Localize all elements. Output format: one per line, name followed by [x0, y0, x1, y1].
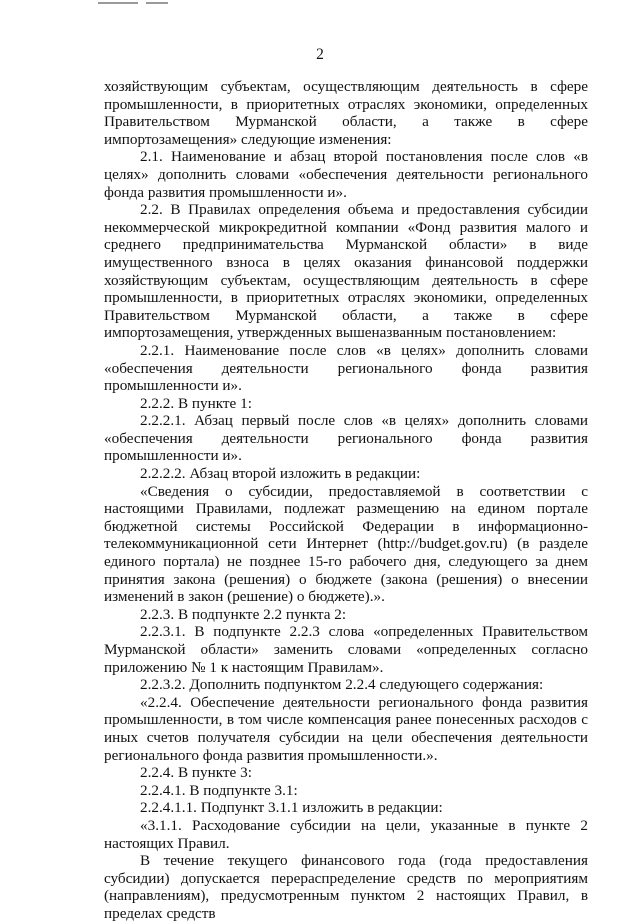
- paragraph-2-2-4-1-1: 2.2.4.1.1. Подпункт 3.1.1 изложить в редакции:: [140, 799, 443, 817]
- paragraph-2-2-4: 2.2.4. В пункте 3:: [140, 764, 252, 782]
- paragraph-redistribution: В течение текущего финансового года (года предоставления субсидии) допускается перераспределение средств по мероприятиям (направлениям), предусмотренным пунктом 2 настоящих Правил, в пределах средств: [104, 852, 588, 922]
- paragraph-2-2-2-2: 2.2.2.2. Абзац второй изложить в редакции:: [140, 465, 421, 483]
- paragraph-2-2-2-1: 2.2.2.1. Абзац первый после слов «в целях» дополнить словами «обеспечения деятельности регионального фонда развития промышленности и».: [104, 412, 588, 465]
- scan-mark-right: [146, 2, 168, 4]
- scan-mark-left: [98, 2, 138, 4]
- paragraph-2-2-1: 2.2.1. Наименование после слов «в целях» дополнить словами «обеспечения деятельности регионального фонда развития промышленности и».: [104, 341, 588, 395]
- page-number: 2: [316, 46, 324, 63]
- paragraph-2-2-3: 2.2.3. В подпункте 2.2 пункта 2:: [140, 605, 347, 623]
- paragraph-2-2-2: 2.2.2. В пункте 1:: [140, 394, 252, 412]
- paragraph-2-2: 2.2. В Правилах определения объема и предоставления субсидии некоммерческой микрокредитной компании «Фонд развития малого и среднего предпринимательства Мурманской области» в виде имущественного взноса в целях оказания финансовой поддержки хозяйствующим субъектам, осуществляющим деятельность в сфере промышленности, в приоритетных отраслях экономики, определенных Правительством Мурманской области, а также в сфере импортозамещения, утвержденных вышеназванным постановлением:: [104, 201, 588, 342]
- paragraph-2-2-3-2: 2.2.3.2. Дополнить подпунктом 2.2.4 следующего содержания:: [140, 676, 544, 694]
- document-body: [104, 78, 588, 923]
- paragraph-2-1: 2.1. Наименование и абзац второй постановления после слов «в целях» дополнить словами «обеспечения деятельности регионального фонда развития промышленности и».: [104, 148, 588, 201]
- paragraph-2-2-4-1: 2.2.4.1. В подпункте 3.1:: [140, 781, 298, 799]
- paragraph-quote-3-1-1: «3.1.1. Расходование субсидии на цели, указанные в пункте 2 настоящих Правил.: [104, 816, 588, 852]
- paragraph-quote-2-2-4: «2.2.4. Обеспечение деятельности регионального фонда развития промышленности, в том числе компенсация ранее понесенных расходов с иных счетов получателя субсидии на цели обеспечения деятельности регионального фонда развития промышленности.».: [104, 693, 588, 764]
- paragraph-2-2-3-1: 2.2.3.1. В подпункте 2.2.3 слова «определенных Правительством Мурманской области» заменить словами «определенных согласно приложению № 1 к настоящим Правилам».: [104, 623, 588, 676]
- paragraph-quote-subsidy-info: «Сведения о субсидии, предоставляемой в соответствии с настоящими Правилами, подлежат размещению на едином портале бюджетной системы Российской Федерации в информационно-телекоммуникационной сети Интернет (http://budget.gov.ru) (в разделе единого портала) не позднее 15-го рабочего дня, следующего за днем принятия закона (решения) о бюджете (закона (решения) о внесении изменений в закон (решение) о бюджете).».: [104, 482, 588, 606]
- paragraph-continuation: хозяйствующим субъектам, осуществляющим деятельность в сфере промышленности, в приоритетных отраслях экономики, определенных Правительством Мурманской области, а также в сфере импортозамещения» следующие изменения:: [104, 78, 588, 148]
